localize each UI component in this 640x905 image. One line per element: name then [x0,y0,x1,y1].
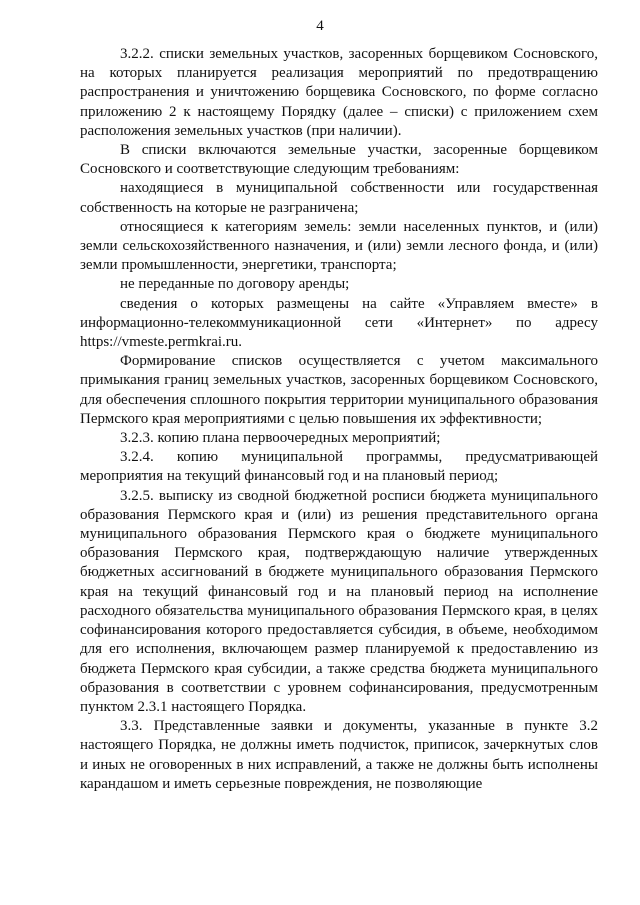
paragraph-3-3: 3.3. Представленные заявки и документы, указанные в пункте 3.2 настоящего Порядка, не должны иметь подчисток, приписок, зачеркнутых слов и иных не оговоренных в них исправлений, а также не должны быть исполнены карандашом и иметь серьезные повреждения, не позволяющие [80,718,598,792]
page-number: 4 [316,18,324,34]
paragraph-requirement-website: сведения о которых размещены на сайте «Управляем вместе» в информационно-телекоммуникационной сети «Интернет» по адресу https://vmeste.permkrai.ru. [80,295,598,351]
paragraph-3-2-4: 3.2.4. копию муниципальной программы, предусматривающей мероприятия на текущий финансовый год и на плановый период; [80,449,598,485]
document-body [80,45,598,794]
paragraph-lists-requirements: В списки включаются земельные участки, засоренные борщевиком Сосновского и соответствующие следующим требованиям: [80,142,598,178]
paragraph-3-2-5: 3.2.5. выписку из сводной бюджетной росписи бюджета муниципального образования Пермского края и (или) из решения представительного органа муниципального образования Пермского края о бюджете муниципального образования Пермского края, подтверждающую наличие утвержденных бюджетных ассигнований в бюджете муниципального образования Пермского края на текущий финансовый год и на плановый период на исполнение расходного обязательства муниципального образования Пермского края, в целях софинансирования которого предоставляется субсидия, в объеме, необходимом для его исполнения, включающем размер планируемой к предоставлению из бюджета Пермского края субсидии, а также средства бюджета муниципального образования в соответствии с уровнем софинансирования, предусмотренным пунктом 2.3.1 настоящего Порядка. [80,487,598,715]
paragraph-requirement-no-lease: не переданные по договору аренды; [120,276,350,293]
paragraph-list-formation: Формирование списков осуществляется с учетом максимального примыкания границ земельных участков, засоренных борщевиком Сосновского, для обеспечения сплошного покрытия территории муниципального образования Пермского края мероприятиями с целью повышения их эффективности; [80,353,598,427]
paragraph-3-2-2: 3.2.2. списки земельных участков, засоренных борщевиком Сосновского, на которых планируется реализация мероприятий по предотвращению распространения и уничтожению борщевика Сосновского, по форме согласно приложению 2 к настоящему Порядку (далее – списки) с приложением схем расположения земельных участков (при наличии). [80,46,598,139]
paragraph-3-2-3: 3.2.3. копию плана первоочередных мероприятий; [120,430,441,447]
paragraph-requirement-land-category: относящиеся к категориям земель: земли населенных пунктов, и (или) земли сельскохозяйственного назначения, и (или) земли лесного фонда, и (или) земли промышленности, энергетики, транспорта; [80,218,598,274]
paragraph-requirement-ownership: находящиеся в муниципальной собственности или государственная собственность на которые не разграничена; [80,180,598,216]
